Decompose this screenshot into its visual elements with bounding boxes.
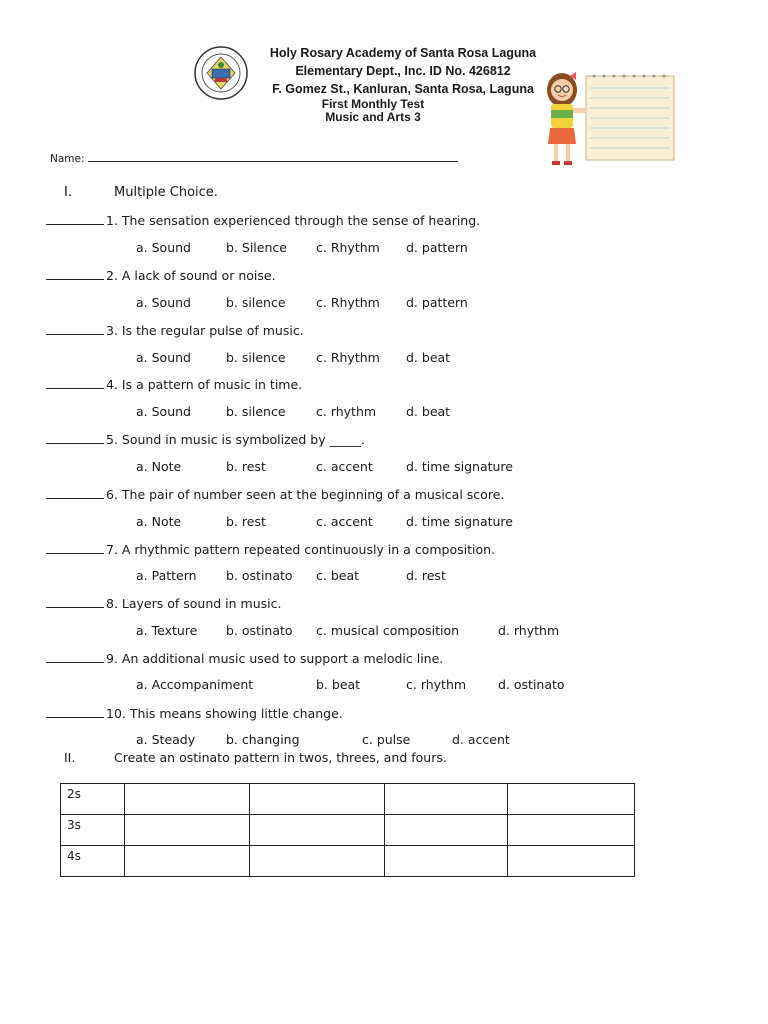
table-cell[interactable]	[385, 815, 508, 846]
answer-blank[interactable]	[46, 322, 104, 335]
option-b: b. ostinato	[226, 623, 293, 638]
question-5: 5. Sound in music is symbolized by _____.	[46, 431, 365, 447]
answer-blank[interactable]	[46, 486, 104, 499]
option-c: c. beat	[316, 568, 360, 583]
option-c: c. Rhythm	[316, 295, 380, 310]
option-d: d. rhythm	[498, 623, 560, 638]
option-a: a. Pattern	[136, 568, 197, 583]
row-label: 2s	[61, 784, 125, 815]
option-b: b. silence	[226, 295, 286, 310]
answer-blank[interactable]	[46, 541, 104, 554]
option-b: b. rest	[226, 459, 266, 474]
option-a: a. Sound	[136, 350, 191, 365]
part-one-number: I.	[64, 185, 72, 200]
option-b: b. silence	[226, 404, 286, 419]
school-name: Holy Rosary Academy of Santa Rosa Laguna	[269, 46, 537, 60]
table-cell[interactable]	[250, 846, 385, 877]
ostinato-pattern-table	[60, 783, 635, 877]
school-header	[258, 44, 548, 98]
option-a: a. Texture	[136, 623, 198, 638]
question-4: 4. Is a pattern of music in time.	[46, 376, 302, 392]
option-a: a. Note	[136, 459, 182, 474]
girl-with-notepad-illustration	[538, 66, 694, 170]
part-one-title: Multiple Choice.	[114, 185, 218, 200]
answer-blank[interactable]	[46, 705, 104, 718]
option-b: b. beat	[316, 677, 361, 692]
table-cell[interactable]	[125, 846, 250, 877]
name-label: Name:	[50, 153, 85, 165]
table-cell[interactable]	[125, 815, 250, 846]
option-c: c. accent	[316, 514, 373, 529]
school-seal-logo	[193, 45, 249, 101]
name-blank-line[interactable]	[88, 150, 458, 162]
option-a: a. Sound	[136, 404, 191, 419]
question-3: 3. Is the regular pulse of music.	[46, 322, 304, 338]
answer-blank[interactable]	[46, 650, 104, 663]
question-6: 6. The pair of number seen at the beginning of a musical score.	[46, 486, 504, 502]
option-d: d. rest	[406, 568, 446, 583]
option-c: c. accent	[316, 459, 373, 474]
part-two-title: Create an ostinato pattern in twos, threes, and fours.	[114, 750, 447, 765]
subject-title: Music and Arts 3	[325, 110, 421, 124]
row-label: 4s	[61, 846, 125, 877]
table-row	[61, 784, 635, 815]
table-cell[interactable]	[250, 784, 385, 815]
answer-blank[interactable]	[46, 431, 104, 444]
table-cell[interactable]	[508, 846, 635, 877]
option-d: d. time signature	[406, 514, 513, 529]
option-c: c. rhythm	[316, 404, 377, 419]
table-cell[interactable]	[125, 784, 250, 815]
option-a: a. Steady	[136, 732, 196, 747]
option-c: c. Rhythm	[316, 240, 380, 255]
part-two-heading	[64, 750, 447, 765]
question-2: 2. A lack of sound or noise.	[46, 267, 276, 283]
option-d: d. time signature	[406, 459, 513, 474]
school-department: Elementary Dept., Inc. ID No. 426812	[295, 64, 511, 78]
answer-blank[interactable]	[46, 376, 104, 389]
option-b: b. rest	[226, 514, 266, 529]
table-cell[interactable]	[508, 815, 635, 846]
option-d: d. beat	[406, 350, 451, 365]
option-a: a. Sound	[136, 240, 191, 255]
question-10: 10. This means showing little change.	[46, 705, 343, 721]
table-cell[interactable]	[508, 784, 635, 815]
test-title-block	[258, 98, 488, 124]
question-9: 9. An additional music used to support a melodic line.	[46, 650, 443, 666]
table-row	[61, 846, 635, 877]
option-d: d. accent	[452, 732, 510, 747]
name-field	[50, 150, 458, 165]
table-row	[61, 815, 635, 846]
option-d: d. beat	[406, 404, 451, 419]
option-c: c. musical composition	[316, 623, 460, 638]
part-one-heading	[64, 185, 218, 200]
school-address: F. Gomez St., Kanluran, Santa Rosa, Laguna	[272, 82, 534, 96]
option-c: c. pulse	[362, 732, 411, 747]
option-d: d. ostinato	[498, 677, 565, 692]
part-two-number: II.	[64, 750, 76, 765]
answer-blank[interactable]	[46, 212, 104, 225]
table-cell[interactable]	[385, 846, 508, 877]
option-a: a. Sound	[136, 295, 191, 310]
answer-blank[interactable]	[46, 595, 104, 608]
row-label: 3s	[61, 815, 125, 846]
question-1: 1. The sensation experienced through the sense of hearing.	[46, 212, 480, 228]
option-b: b. silence	[226, 350, 286, 365]
question-8: 8. Layers of sound in music.	[46, 595, 281, 611]
option-a: a. Note	[136, 514, 182, 529]
option-b: b. ostinato	[226, 568, 293, 583]
question-7: 7. A rhythmic pattern repeated continuously in a composition.	[46, 541, 495, 557]
table-cell[interactable]	[385, 784, 508, 815]
option-a: a. Accompaniment	[136, 677, 254, 692]
answer-blank[interactable]	[46, 267, 104, 280]
test-title: First Monthly Test	[321, 97, 425, 111]
table-cell[interactable]	[250, 815, 385, 846]
option-d: d. pattern	[406, 295, 468, 310]
option-c: c. Rhythm	[316, 350, 380, 365]
option-b: b. Silence	[226, 240, 287, 255]
option-d: d. pattern	[406, 240, 468, 255]
option-b: b. changing	[226, 732, 300, 747]
option-c: c. rhythm	[406, 677, 467, 692]
